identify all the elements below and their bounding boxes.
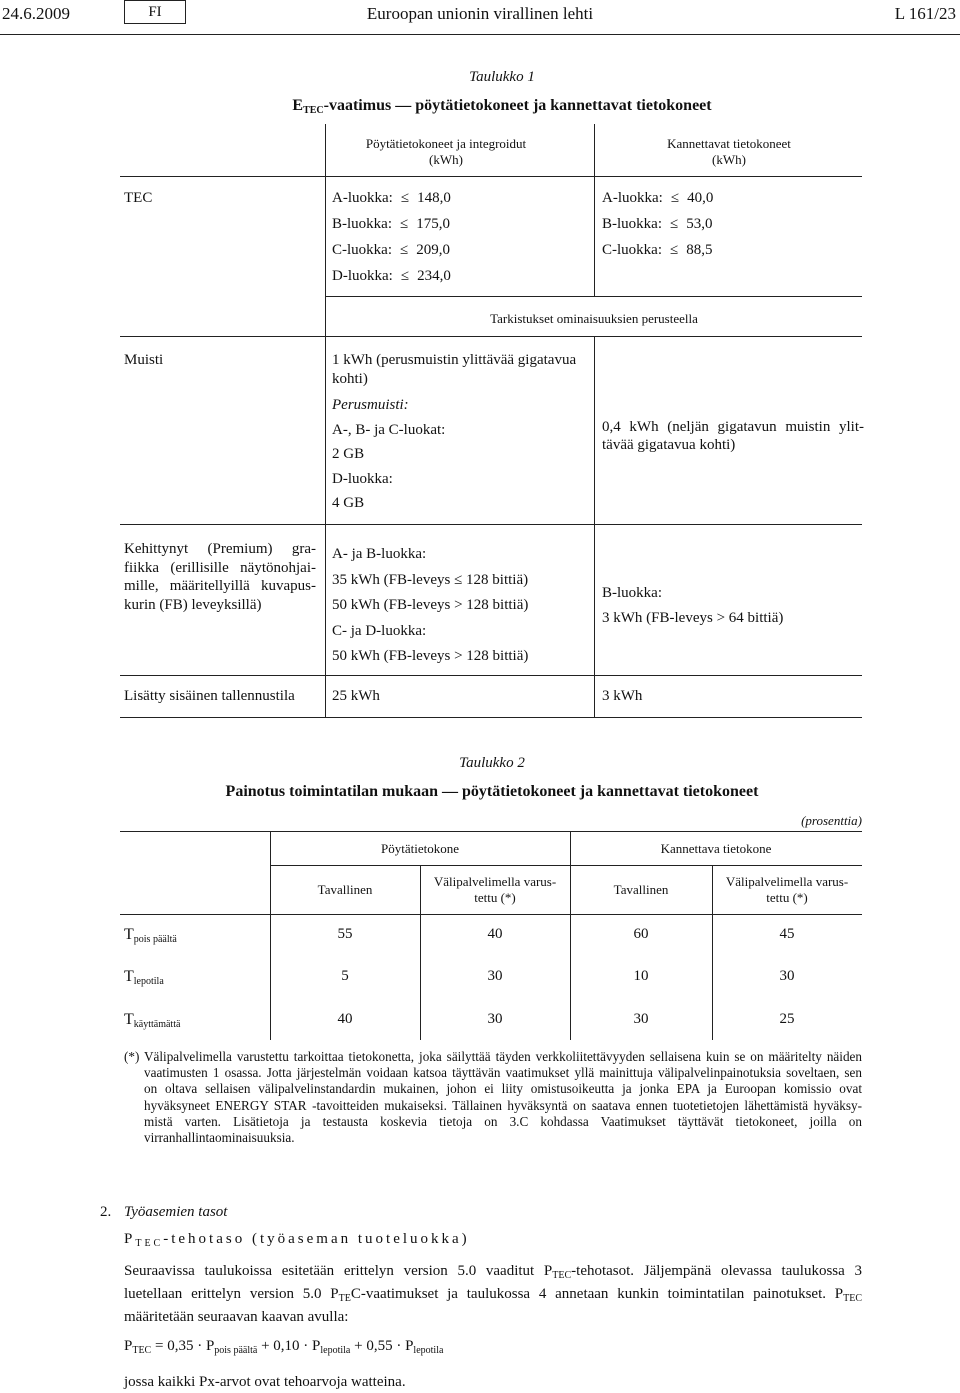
tec-class-name: A-luokka:	[602, 190, 663, 206]
table1-title: $E_{TEC}$-vaatimus — pöytätietokoneet ja kannettavat tietokoneet	[292, 97, 712, 116]
closing-line: jossa kaikki Px-arvot ovat tehoarvoja watteina.	[124, 1374, 406, 1390]
le-symbol: ≤	[400, 216, 409, 232]
le-symbol: ≤	[670, 242, 679, 258]
table1-laptop-head: Kannettavat tietokoneet (kWh)	[667, 136, 791, 167]
weight-cell: 40	[487, 926, 503, 942]
tec-class-row	[332, 267, 532, 293]
weight-cell: 40	[337, 1011, 353, 1027]
sub-proxy: Välipalvelimella varus- tettu (*)	[433, 874, 557, 905]
memory-label: Muisti	[124, 352, 164, 368]
tec-class-row	[332, 189, 532, 215]
section-number: 2.	[100, 1204, 112, 1220]
tec-class-value: 88,5	[686, 242, 713, 258]
weight-cell: 45	[779, 926, 795, 942]
section-title: Työasemien tasot	[124, 1204, 228, 1220]
tec-class-row	[602, 215, 802, 241]
weight-cell: 25	[779, 1011, 795, 1027]
tec-class-value: 53,0	[686, 216, 713, 232]
table2-unit: (prosenttia)	[801, 813, 862, 828]
page-number: L 161/23	[894, 4, 956, 23]
storage-desktop: 25 kWh	[332, 688, 380, 704]
tec-class-name: A-luokka:	[332, 190, 393, 206]
weight-cell: 60	[633, 926, 649, 942]
memory-desktop: 1 kWh (perusmuistin ylittävää gigatavua kohti) Perusmuisti: A-, B- ja C-luokat: 2 GB D-luokka: 4 GB	[332, 352, 577, 511]
tec-class-name: D-luokka:	[332, 268, 393, 284]
table1-rule	[120, 336, 862, 337]
tec-class-name: B-luokka:	[332, 216, 392, 232]
memory-laptop: 0,4 kWh (neljän gigatavun muistin ylit- tävää gigatavua kohti)	[602, 419, 864, 453]
table2-vrule	[712, 865, 713, 1040]
weight-cell: 30	[487, 968, 503, 984]
tec-class-name: B-luokka:	[602, 216, 662, 232]
section-subtitle: $P_{TEC}$-tehotaso (työaseman tuoteluokka)	[124, 1231, 470, 1249]
weight-cell: 5	[341, 968, 349, 984]
group-laptop: Kannettava tietokone	[660, 841, 772, 856]
tec-class-row	[602, 189, 802, 215]
tec-class-name: C-luokka:	[332, 242, 392, 258]
table1-desktop-head: Pöytätietokoneet ja integroidut (kWh)	[365, 136, 527, 167]
formula: $P_{TEC} = 0,35 \cdot P_{pois päältä} + 0,10 \cdot P_{lepotila} + 0,55 \cdot P_{lepotila}$	[124, 1338, 444, 1356]
table1-rule	[120, 524, 862, 525]
sub-proxy: Välipalvelimella varus- tettu (*)	[725, 874, 849, 905]
tec-class-value: 175,0	[416, 216, 450, 232]
tec-class-value: 234,0	[417, 268, 451, 284]
table1-vrule	[325, 124, 326, 717]
mode-label: $T_{pois päältä}$	[124, 926, 177, 945]
tec-label: TEC	[124, 190, 153, 206]
sub-normal: Tavallinen	[613, 882, 669, 897]
storage-label: Lisätty sisäinen tallennustila	[124, 688, 295, 704]
le-symbol: ≤	[670, 190, 680, 206]
tec-class-name: C-luokka:	[602, 242, 662, 258]
weight-cell: 10	[633, 968, 649, 984]
table1-rule	[120, 176, 862, 177]
desktop-tec-classes	[332, 189, 532, 293]
tec-class-row	[332, 241, 532, 267]
table1-rule	[120, 675, 862, 676]
table1-vrule	[594, 336, 595, 717]
tec-class-row	[602, 241, 802, 267]
weight-cell: 30	[633, 1011, 649, 1027]
le-symbol: ≤	[400, 242, 409, 258]
language-code: FI	[124, 0, 186, 24]
adjust-head: Tarkistukset ominaisuuksien perusteella	[490, 311, 698, 326]
le-symbol: ≤	[670, 216, 679, 232]
weight-cell: 30	[779, 968, 795, 984]
le-symbol: ≤	[400, 268, 410, 284]
header-date: 24.6.2009	[2, 4, 70, 23]
footnote-marker: (*)	[124, 1049, 140, 1064]
storage-laptop: 3 kWh	[602, 688, 643, 704]
graphics-desktop: A- ja B-luokka: 35 kWh (FB-leveys ≤ 128 bittiä) 50 kWh (FB-leveys > 128 bittiä) C- ja D-luokka: 50 kWh (FB-leveys > 128 bittiä)	[332, 546, 529, 664]
graphics-label: Kehittynyt (Premium) gra- fiikka (erillisille näytönohjai- mille, määritellyillä kuvapus- kurin (FB) leveyksillä)	[124, 541, 316, 613]
table2-title: Painotus toimintatilan mukaan — pöytätietokoneet ja kannettavat tietokoneet	[225, 783, 759, 800]
mode-label: $T_{käyttämättä}$	[124, 1011, 181, 1030]
le-symbol: ≤	[400, 190, 410, 206]
table1-rule	[326, 296, 862, 297]
sub-normal: Tavallinen	[317, 882, 373, 897]
tec-class-value: 209,0	[416, 242, 450, 258]
weight-cell: 30	[487, 1011, 503, 1027]
laptop-tec-classes	[602, 189, 802, 267]
journal-title: Euroopan unionin virallinen lehti	[366, 4, 594, 23]
weight-cell: 55	[337, 926, 353, 942]
tec-class-value: 148,0	[417, 190, 451, 206]
table2-rule	[120, 914, 862, 915]
tec-class-row	[332, 215, 532, 241]
graphics-laptop: B-luokka: 3 kWh (FB-leveys > 64 bittiä)	[602, 585, 784, 626]
section-paragraph: Seuraavissa taulukoissa esitetään erittelyn version 5.0 vaaditut $P_{TEC}$-tehotasot. Jäljempänä olevassa taulukossa 3 luetellaan erittelyn version 5.0 $P_{TE}C$-vaatimukset ja taulukossa 4 annetaan kunkin toimintatilan painotukset. $P_{TEC}$ määritetään seuraavan kaavan avulla:	[124, 1263, 863, 1325]
table2-rule	[270, 865, 862, 866]
table1-vrule	[594, 124, 595, 296]
table2-label: Taulukko 2	[459, 755, 525, 771]
table1-label: Taulukko 1	[469, 69, 535, 85]
group-desktop: Pöytätietokone	[381, 841, 459, 856]
header-rule	[0, 34, 960, 35]
table2-vrule	[420, 865, 421, 1040]
footnote-text: Välipalvelimella varustettu tarkoittaa tietokonetta, joka säilyttää täyden verkkoliitettävyyden sellaisena kuin se on määritelty näiden vaatimusten 1 osassa. Jotta järjestelmän voidaan katsoa täyttävän vaatimukset yllä mainittuja välipalvelinpainotuksia soveltaen, sen on oltava sellaisen välipalvelinstandardin mukainen, johon ei liity omistusoikeutta ja jonka EPA ja Euroopan komissio ovat hyväksyneet ENERGY STAR -tavoitteiden mukaiseksi. Tällainen hyväksyntä on saatava ennen tuotetietojen lähettämistä hyväksy- mistä varten. Lisätietoja ja testausta koskevia tietoja on 3.C kohdassa Vaatimukset täyttävät tietokoneet, joilla on virranhallintaominaisuuksia.	[144, 1049, 862, 1146]
table2-vrule	[270, 831, 271, 1040]
table2-vrule	[570, 831, 571, 1040]
table2-rule	[120, 831, 862, 832]
table1-rule	[120, 717, 862, 718]
mode-label: $T_{lepotila}$	[124, 968, 164, 987]
tec-class-value: 40,0	[687, 190, 714, 206]
